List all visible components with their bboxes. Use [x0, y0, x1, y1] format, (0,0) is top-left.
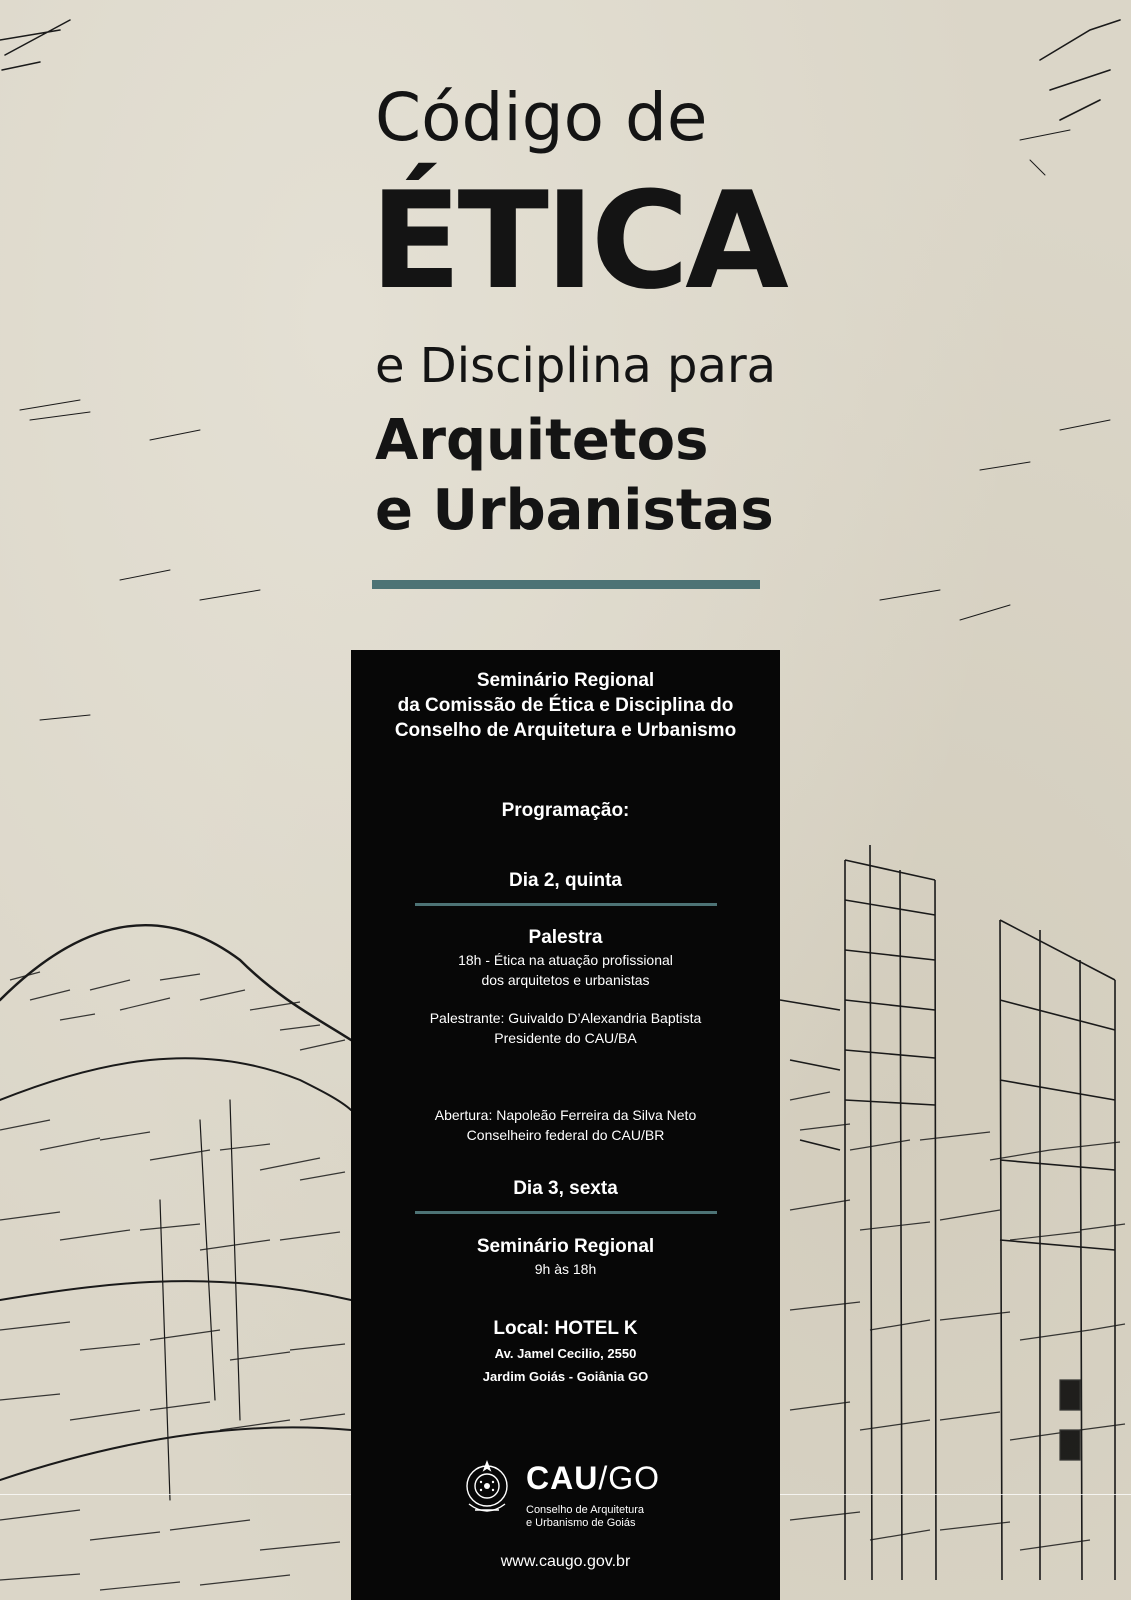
day1-opening: Abertura: Napoleão Ferreira da Silva Neto: [434, 1107, 697, 1123]
day1-label: Dia 2, quinta: [509, 870, 622, 891]
day1-line-2: dos arquitetos e urbanistas: [481, 972, 650, 988]
program-panel: [351, 650, 780, 1600]
panel-heading-line-3: Conselho de Arquitetura e Urbanismo: [394, 720, 737, 741]
title-line-5: e Urbanistas: [375, 478, 774, 543]
local-district: Jardim Goiás - Goiânia GO: [482, 1369, 649, 1384]
day1-rule: [415, 903, 717, 906]
title-line-2: ÉTICA: [370, 163, 785, 319]
day2-rule: [415, 1211, 717, 1214]
cau-go-logo: [461, 1458, 711, 1528]
day1-speaker: Palestrante: Guivaldo D’Alexandria Baptista: [429, 1010, 702, 1026]
programacao-heading: Programação:: [501, 800, 630, 821]
day2-time: 9h às 18h: [534, 1261, 597, 1277]
day2-event: Seminário Regional: [476, 1236, 655, 1257]
logo-wordmark: [526, 1460, 660, 1496]
local-title: Local: HOTEL K: [493, 1318, 638, 1339]
website-link[interactable]: www.caugo.gov.br: [500, 1553, 631, 1570]
panel-heading-line-2: da Comissão de Ética e Disciplina do: [397, 695, 734, 716]
brasao-emblem-icon: [461, 1460, 513, 1520]
logo-name-rest: /GO: [598, 1460, 660, 1496]
logo-name-bold: CAU: [526, 1460, 599, 1496]
title-line-4: Arquitetos: [375, 408, 709, 473]
day1-opening-role: Conselheiro federal do CAU/BR: [466, 1127, 665, 1143]
title-line-1: Código de: [375, 79, 708, 156]
logo-sub-line-2: e Urbanismo de Goiás: [526, 1517, 636, 1529]
logo-sub-line-1: Conselho de Arquitetura: [526, 1504, 645, 1516]
title-underline: [372, 580, 760, 589]
day1-speaker-role: Presidente do CAU/BA: [494, 1030, 637, 1046]
day2-label: Dia 3, sexta: [513, 1178, 618, 1199]
logo-subtitle: [526, 1504, 644, 1530]
local-address: Av. Jamel Cecilio, 2550: [494, 1346, 637, 1361]
panel-heading-line-1: Seminário Regional: [476, 670, 655, 691]
title-line-3: e Disciplina para: [375, 338, 777, 394]
day1-line-1: 18h - Ética na atuação profissional: [458, 952, 673, 968]
day1-event: Palestra: [528, 927, 603, 948]
